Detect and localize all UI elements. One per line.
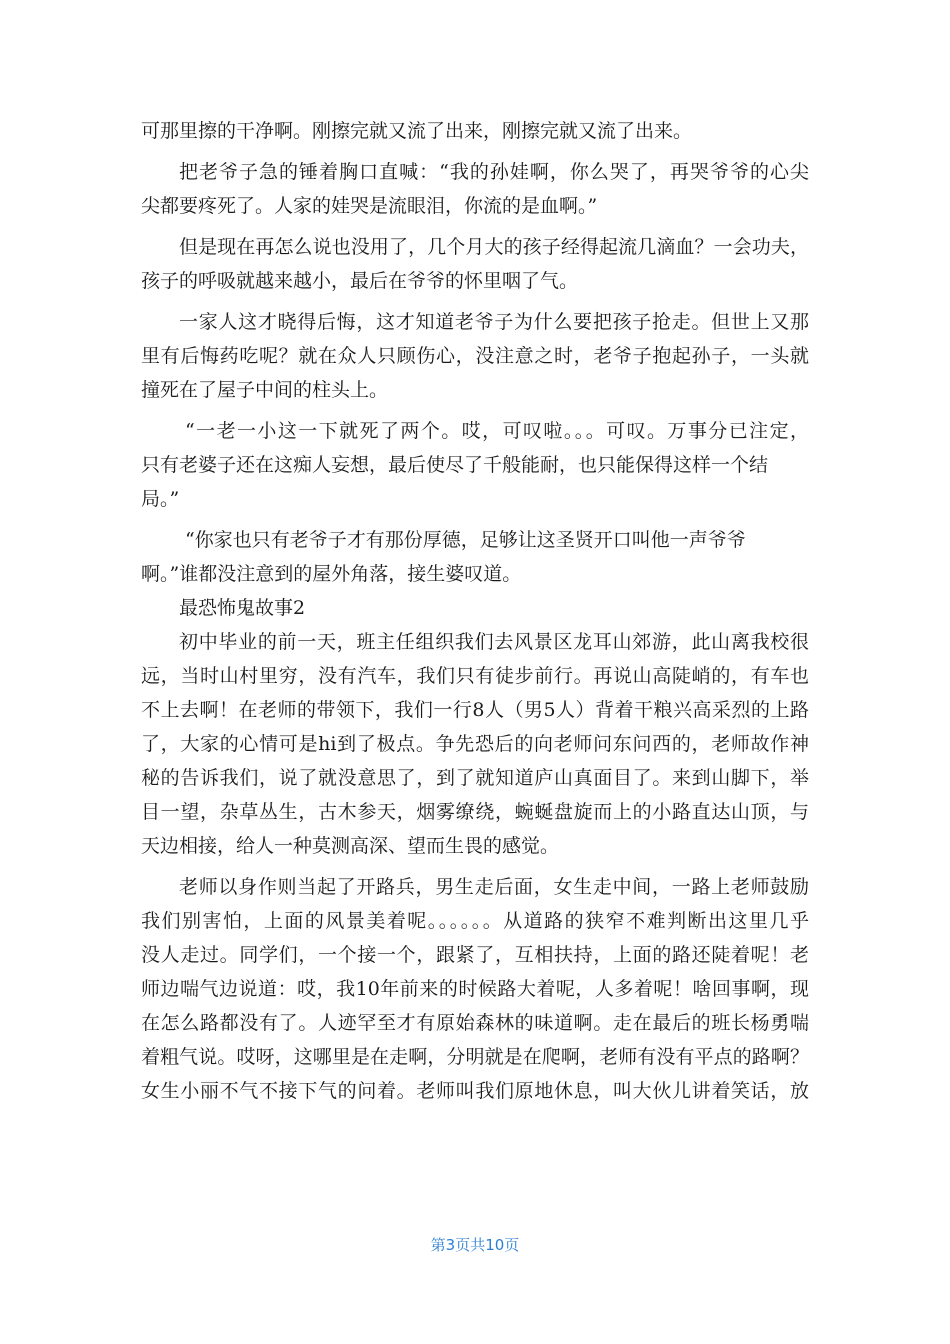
text-line: 但是现在再怎么说也没用了，几个月大的孩子经得起流几滴血？一会功夫， — [179, 236, 809, 258]
text-line: 老师以身作则当起了开路兵，男生走后面，女生走中间，一路上老师鼓励 — [179, 876, 809, 898]
text-line: 初中毕业的前一天，班主任组织我们去风景区龙耳山郊游，此山离我校很 — [179, 631, 809, 653]
text-line: 我们别害怕，上面的风景美着呢。。。。。。从道路的狭窄不难判断出这里几乎 — [141, 910, 809, 932]
text-line: 天边相接，给人一种莫测高深、望而生畏的感觉。 — [141, 835, 560, 857]
text-line: 撞死在了屋子中间的柱头上。 — [141, 379, 389, 401]
text-line: 可那里擦的干净啊。刚擦完就又流了出来，刚擦完就又流了出来。 — [141, 120, 693, 142]
text-line: 局。” — [141, 488, 180, 510]
text-line: 啊。”谁都没注意到的屋外角落，接生婆叹道。 — [141, 563, 522, 585]
text-line: “一老一小这一下就死了两个。哎，可叹啦。。。可叹。万事分已注定， — [185, 420, 809, 442]
page-body — [141, 114, 809, 1108]
text-line: 把老爷子急的锤着胸口直喊：“我的孙娃啊，你么哭了，再哭爷爷的心尖 — [179, 161, 809, 183]
text-line: 孩子的呼吸就越来越小，最后在爷爷的怀里咽了气。 — [141, 270, 579, 292]
text-line: 里有后悔药吃呢？就在众人只顾伤心，没注意之时，老爷子抱起孙子，一头就 — [141, 345, 809, 367]
text-line: 一家人这才晓得后悔，这才知道老爷子为什么要把孩子抢走。但世上又那 — [179, 311, 809, 333]
text-line: 远，当时山村里穷，没有汽车，我们只有徒步前行。再说山高陡峭的，有车也 — [141, 665, 809, 687]
text-line: 没人走过。同学们，一个接一个，跟紧了，互相扶持，上面的路还陡着呢！老 — [141, 944, 809, 966]
text-line: 只有老婆子还在这痴人妄想，最后使尽了千般能耐，也只能保得这样一个结 — [141, 454, 769, 476]
text-line: 女生小丽不气不接下气的问着。老师叫我们原地休息，叫大伙儿讲着笑话，放 — [141, 1080, 809, 1102]
text-line: 师边喘气边说道：哎，我10年前来的时候路大着呢，人多着呢！啥回事啊，现 — [141, 978, 809, 1000]
page-number-footer: 第3页共10页 — [430, 1236, 520, 1254]
text-line: 着粗气说。哎呀，这哪里是在走啊，分明就是在爬啊，老师有没有平点的路啊？ — [141, 1046, 809, 1068]
text-line: 目一望，杂草丛生，古木参天，烟雾缭绕，蜿蜒盘旋而上的小路直达山顶，与 — [141, 801, 809, 823]
text-line: 了，大家的心情可是hi到了极点。争先恐后的向老师问东问西的，老师故作神 — [141, 733, 809, 755]
section-heading: 最恐怖鬼故事2 — [179, 597, 306, 619]
text-line: 不上去啊！在老师的带领下，我们一行8人（男5人）背着干粮兴高采烈的上路 — [141, 699, 809, 721]
text-line: 在怎么路都没有了。人迹罕至才有原始森林的味道啊。走在最后的班长杨勇喘 — [141, 1012, 809, 1034]
text-line: 秘的告诉我们，说了就没意思了，到了就知道庐山真面目了。来到山脚下，举 — [141, 767, 809, 789]
text-line: “你家也只有老爷子才有那份厚德，足够让这圣贤开口叫他一声爷爷 — [185, 529, 746, 551]
text-line: 尖都要疼死了。人家的娃哭是流眼泪，你流的是血啊。” — [141, 195, 598, 217]
